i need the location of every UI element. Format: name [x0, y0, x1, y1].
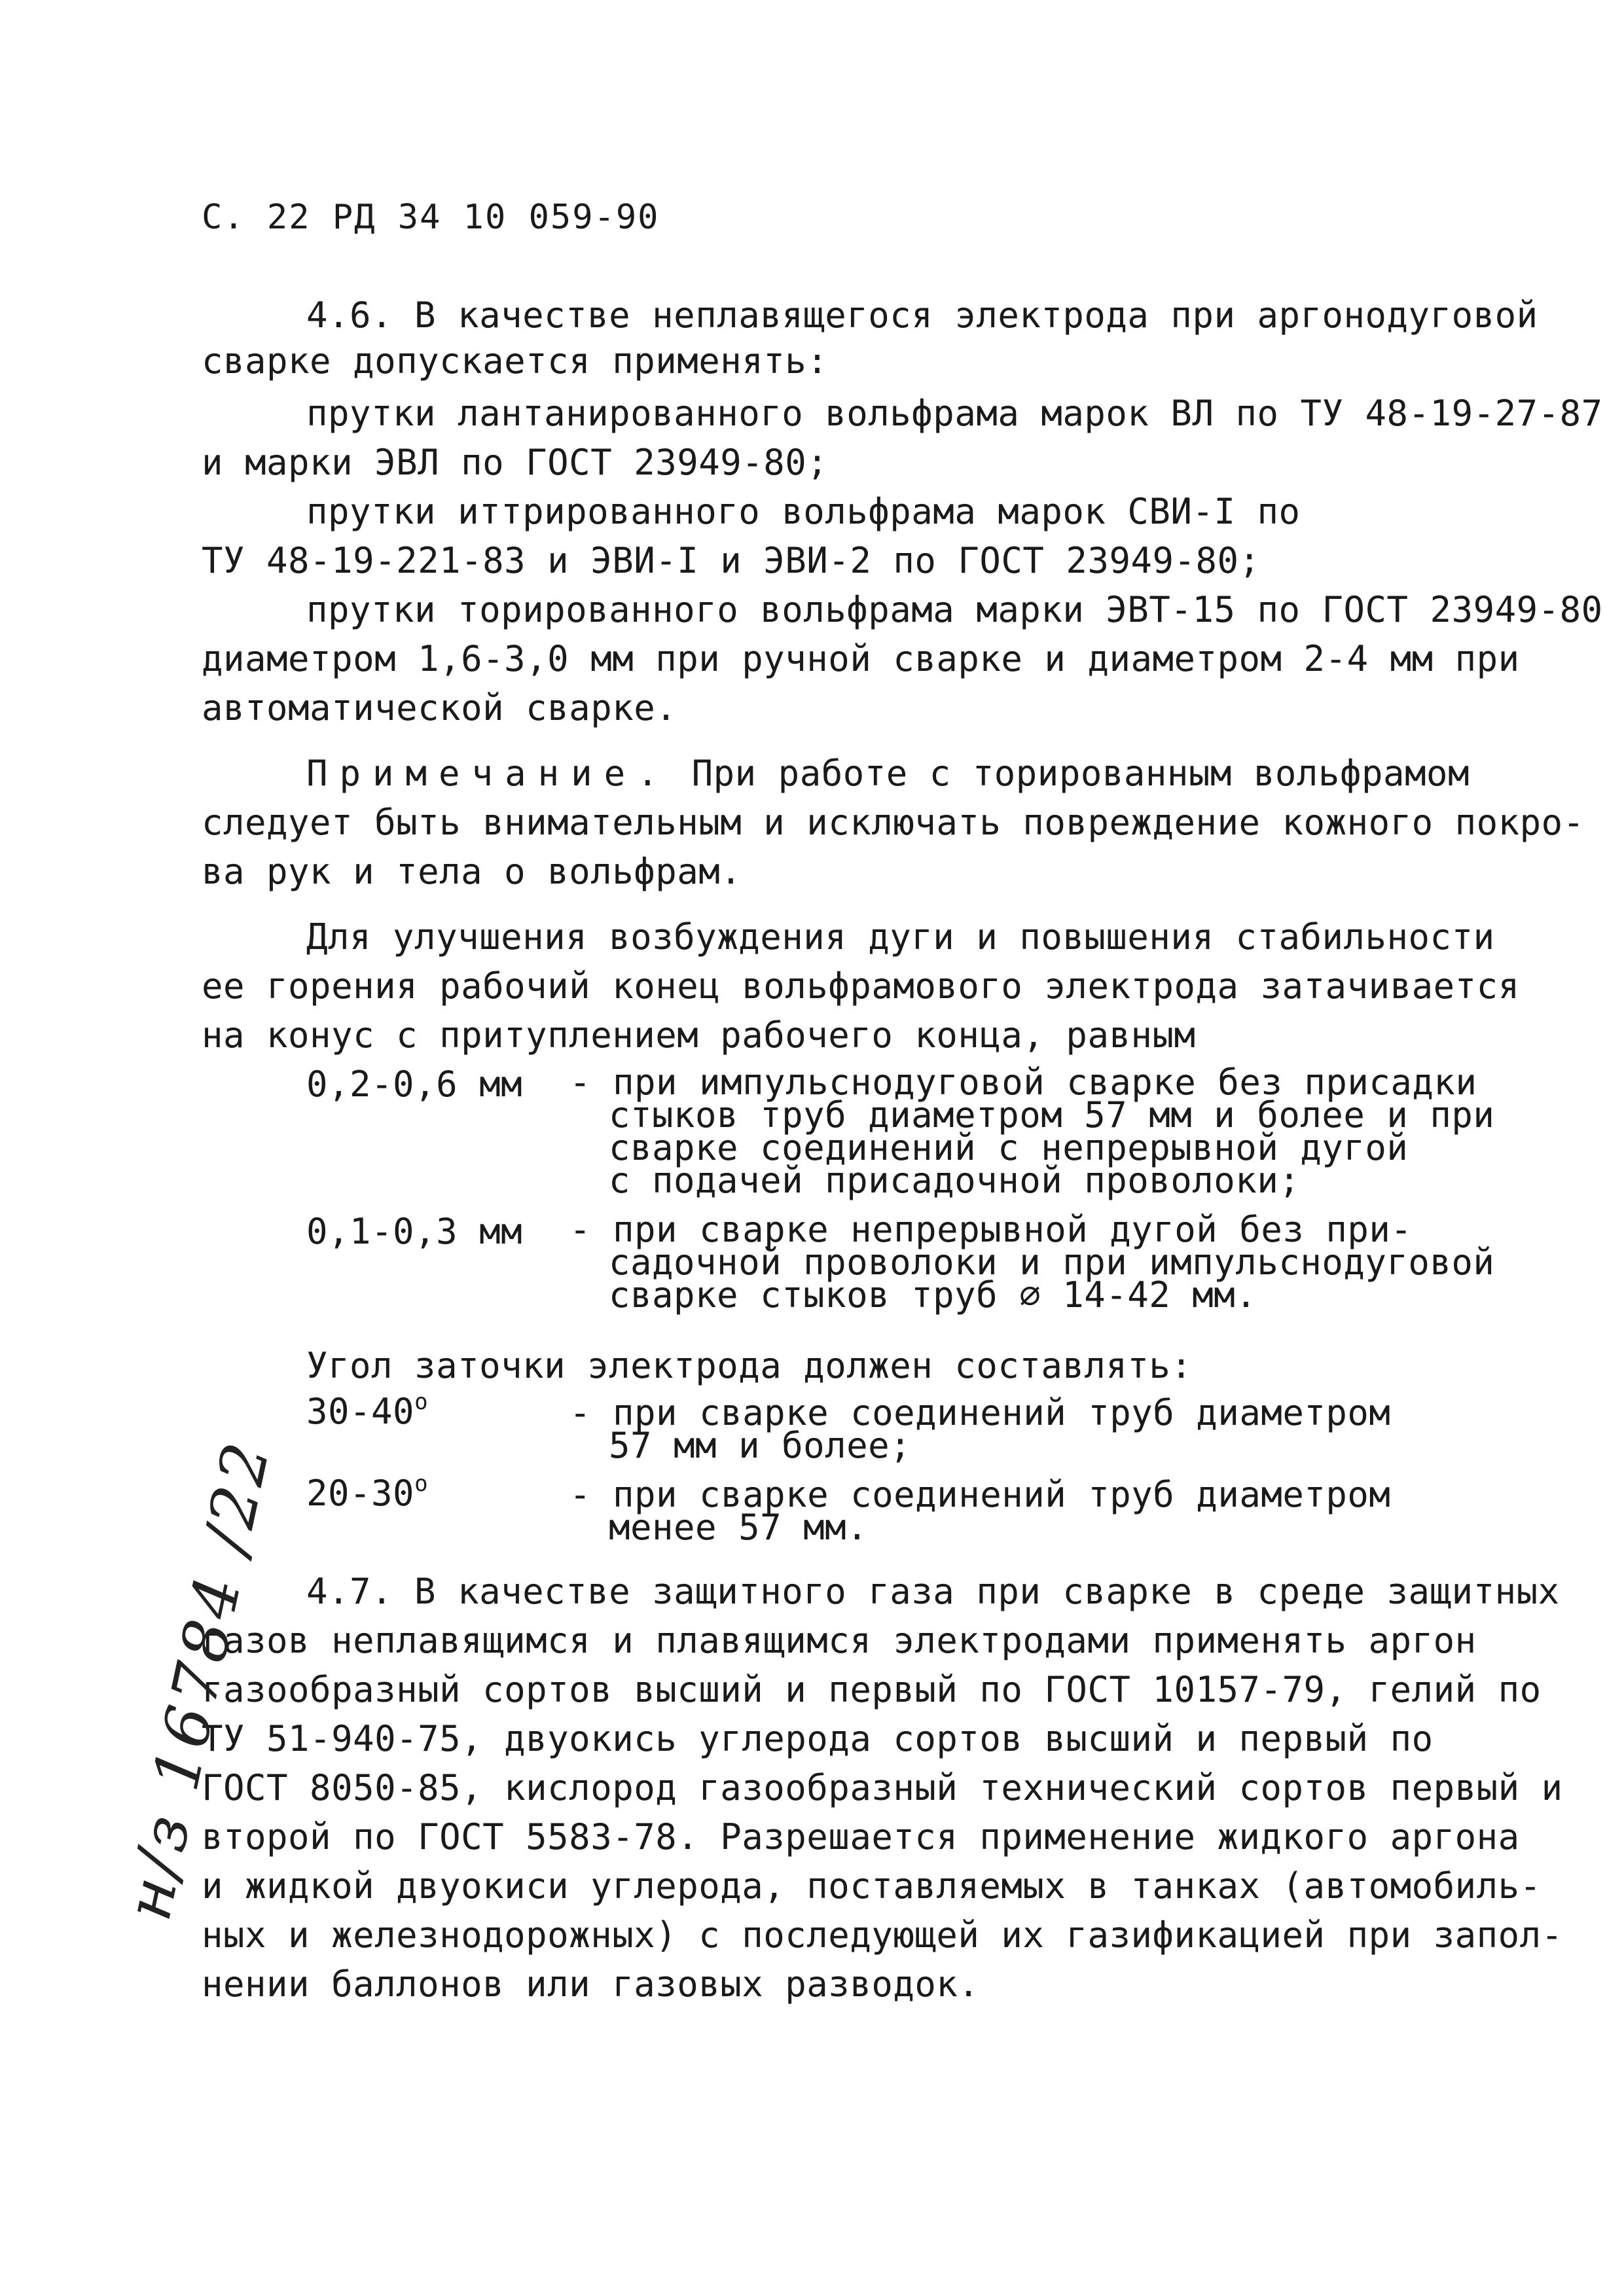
bluntness-value: 0,1-0,3 мм — [306, 1211, 523, 1252]
angle-intro: Угол заточки электрода должен составлять: — [306, 1345, 1193, 1386]
bluntness-value: 0,2-0,6 мм — [306, 1064, 523, 1105]
angle-value — [306, 1391, 428, 1437]
paragraph-4-7-line: газообразный сортов высший и первый по ГОСТ 10157-79, гелий по — [202, 1669, 1542, 1710]
paragraph-4-6-line: прутки торированного вольфрама марки ЭВТ-15 по ГОСТ 23949-80 — [306, 589, 1603, 630]
angle-desc: - при сварке соединений труб диаметром — [569, 1392, 1391, 1433]
sharpening-line: на конус с притуплением рабочего конца, равным — [202, 1014, 1196, 1056]
angle-value-number: 20-30 — [306, 1473, 415, 1514]
note-line: ва рук и тела о вольфрам. — [202, 851, 742, 892]
paragraph-4-7-line: нении баллонов или газовых разводок. — [202, 1964, 980, 2005]
bluntness-desc: стыков труб диаметром 57 мм и более и при — [609, 1094, 1495, 1136]
note-text: При работе с торированным вольфрамом — [670, 753, 1470, 794]
degree-sign: о — [414, 1471, 429, 1497]
angle-desc: - при сварке соединений труб диаметром — [569, 1474, 1391, 1515]
angle-value-number: 30-40 — [306, 1391, 415, 1432]
paragraph-4-6-line: прутки лантанированного вольфрама марок ВЛ по ТУ 48-19-27-87 — [306, 393, 1603, 434]
paragraph-4-6-line: ТУ 48-19-221-83 и ЭВИ-I и ЭВИ-2 по ГОСТ 23949-80; — [202, 540, 1261, 581]
bluntness-desc: сварке соединений с непрерывной дугой — [609, 1127, 1409, 1168]
degree-sign: о — [414, 1389, 429, 1415]
angle-value — [306, 1473, 428, 1519]
bluntness-desc: садочной проволоки и при импульснодуговой — [609, 1242, 1495, 1283]
angle-desc: 57 мм и более; — [609, 1425, 912, 1466]
bluntness-desc: - при сварке непрерывной дугой без при- — [569, 1209, 1413, 1250]
bluntness-desc: с подачей присадочной проволоки; — [609, 1160, 1301, 1201]
handwritten-margin-note: н/з 16784 /22 — [111, 1433, 285, 1927]
paragraph-4-6-line: прутки иттрированного вольфрама марок СВИ-I по — [306, 491, 1301, 532]
paragraph-4-6-line: автоматической сварке. — [202, 687, 677, 728]
paragraph-4-6-line: диаметром 1,6-3,0 мм при ручной сварке и диаметром 2-4 мм при — [202, 638, 1520, 679]
note-first-line — [306, 753, 1470, 795]
note-line: следует быть внимательным и исключать повреждение кожного покро- — [202, 802, 1585, 843]
paragraph-4-6-line: и марки ЭВЛ по ГОСТ 23949-80; — [202, 442, 829, 483]
paragraph-4-7-line: газов неплавящимся и плавящимся электродами применять аргон — [202, 1620, 1477, 1661]
paragraph-4-7-line: 4.7. В качестве защитного газа при сварке в среде защитных — [306, 1571, 1560, 1612]
bluntness-desc: - при импульснодуговой сварке без присадки — [569, 1062, 1477, 1103]
paragraph-4-7-line: ТУ 51-940-75, двуокись углерода сортов высший и первый по — [202, 1718, 1434, 1759]
angle-desc: менее 57 мм. — [609, 1507, 869, 1548]
paragraph-4-7-line: второй по ГОСТ 5583-78. Разрешается применение жидкого аргона — [202, 1816, 1520, 1857]
sharpening-line: ее горения рабочий конец вольфрамового электрода затачивается — [202, 965, 1520, 1007]
paragraph-4-7-line: ГОСТ 8050-85, кислород газообразный технический сортов первый и — [202, 1767, 1563, 1808]
bluntness-desc: сварке стыков труб ⌀ 14-42 мм. — [609, 1274, 1257, 1316]
paragraph-4-6-line: 4.6. В качестве неплавящегося электрода при аргонодуговой — [306, 295, 1538, 336]
paragraph-4-7-line: и жидкой двуокиси углерода, поставляемых в танках (автомобиль- — [202, 1865, 1542, 1907]
sharpening-line: Для улучшения возбуждения дуги и повышения стабильности — [306, 916, 1495, 958]
page-header: С. 22 РД 34 10 059-90 — [202, 198, 660, 237]
paragraph-4-7-line: ных и железнодорожных) с последующей их газификацией при запол- — [202, 1914, 1563, 1956]
note-label: Примечание. — [306, 753, 670, 794]
paragraph-4-6-line: сварке допускается применять: — [202, 340, 829, 382]
